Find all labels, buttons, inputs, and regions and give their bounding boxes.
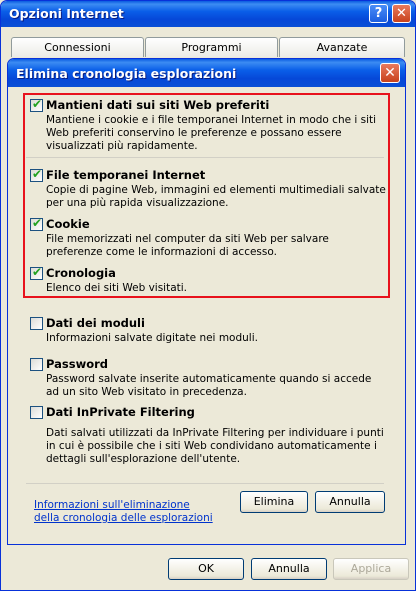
- window-title: Opzioni Internet: [9, 6, 124, 21]
- window-close-button[interactable]: ✕: [392, 4, 411, 23]
- temp-files-checkbox[interactable]: [30, 169, 43, 182]
- option-description: Dati salvati utilizzati da InPrivate Filtering per individuare i punti in cui è possibile che i siti Web condividano automaticamente i dettagli sull'esplorazione dell'utente.: [46, 427, 384, 465]
- check-icon: ✔: [32, 216, 43, 230]
- ok-button[interactable]: OK: [168, 558, 244, 580]
- delete-history-dialog: [7, 58, 406, 545]
- preserve-favorites-checkbox[interactable]: [30, 99, 43, 112]
- option-label[interactable]: Cronologia: [46, 266, 116, 280]
- option-description: File memorizzati nel computer da siti Web per salvare preferenze come le informazioni di accesso.: [46, 233, 329, 258]
- separator: [26, 483, 384, 484]
- delete-button[interactable]: Elimina: [240, 491, 308, 513]
- cookie-checkbox[interactable]: [30, 218, 43, 231]
- option-label[interactable]: Dati dei moduli: [46, 316, 145, 330]
- dialog-close-button[interactable]: ✕: [380, 63, 400, 83]
- window-title-bar[interactable]: [1, 1, 415, 27]
- dialog-title-bar[interactable]: [8, 59, 405, 87]
- cancel-button[interactable]: Annulla: [251, 558, 327, 580]
- password-checkbox[interactable]: [30, 358, 43, 371]
- dialog-title: Elimina cronologia esplorazioni: [16, 66, 237, 81]
- history-checkbox[interactable]: [30, 267, 43, 280]
- option-description: Mantiene i cookie e i file temporanei Internet in modo che i siti Web preferiti conservino le preferenze e possano essere visualizzati più rapidamente.: [46, 114, 377, 152]
- tab-strip: [11, 37, 405, 57]
- check-icon: ✔: [32, 265, 43, 279]
- option-label[interactable]: Cookie: [46, 217, 90, 231]
- option-description: Elenco dei siti Web visitati.: [46, 282, 188, 294]
- option-label[interactable]: File temporanei Internet: [46, 168, 206, 182]
- check-icon: ✔: [32, 167, 43, 181]
- tab-programmi[interactable]: Programmi: [145, 37, 278, 57]
- apply-button[interactable]: Applica: [333, 558, 409, 580]
- option-description: Copie di pagine Web, immagini ed elementi multimediali salvate per una più rapida visualizzazione.: [46, 184, 386, 209]
- option-description: Informazioni salvate digitate nei moduli.: [46, 332, 258, 344]
- help-icon[interactable]: ?: [369, 4, 388, 23]
- option-label[interactable]: Mantieni dati sui siti Web preferiti: [46, 98, 270, 112]
- option-description: Password salvate inserite automaticamente quando si accede ad un sito Web visitato in precedenza.: [46, 373, 372, 398]
- option-label[interactable]: Password: [46, 357, 108, 371]
- dialog-cancel-button[interactable]: Annulla: [315, 491, 385, 513]
- info-link[interactable]: Informazioni sull'eliminazione della cronologia delle esplorazioni: [34, 499, 213, 524]
- check-icon: ✔: [32, 97, 43, 111]
- form-data-checkbox[interactable]: [30, 317, 43, 330]
- option-label[interactable]: Dati InPrivate Filtering: [46, 405, 195, 419]
- inprivate-filtering-checkbox[interactable]: [30, 406, 43, 419]
- separator: [26, 157, 384, 158]
- tab-connessioni[interactable]: Connessioni: [11, 37, 144, 57]
- tab-avanzate[interactable]: Avanzate: [279, 37, 405, 57]
